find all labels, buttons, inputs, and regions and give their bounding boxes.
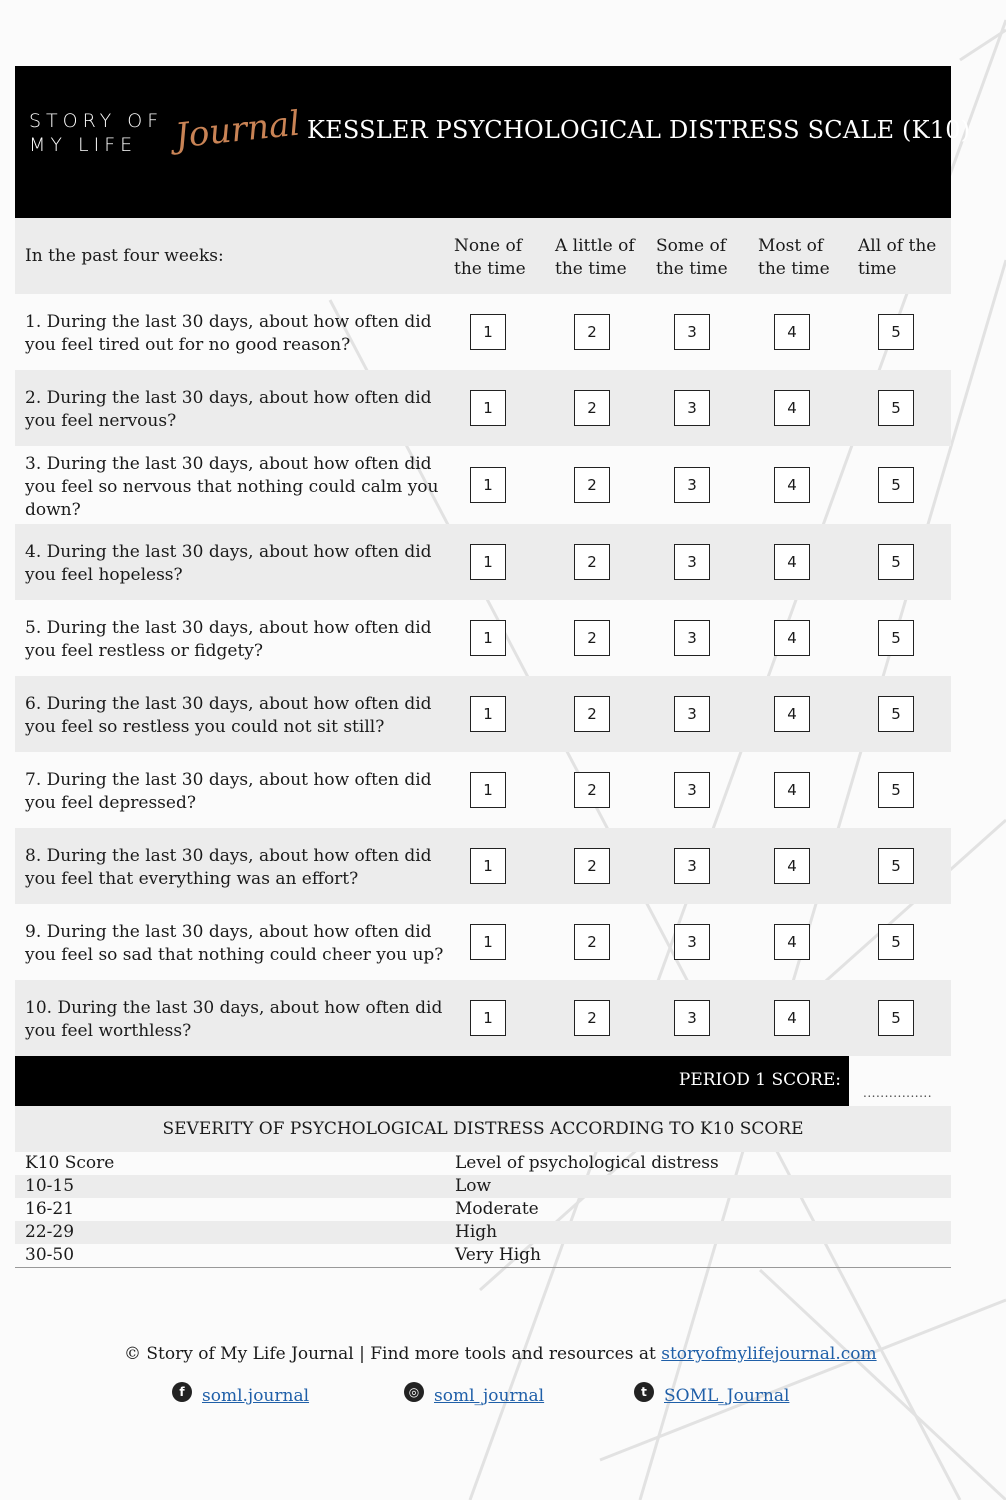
answer-box[interactable]: 5 xyxy=(878,620,914,656)
answer-box[interactable]: 1 xyxy=(470,772,506,808)
answer-box[interactable]: 5 xyxy=(878,467,914,503)
answer-box[interactable]: 3 xyxy=(674,390,710,426)
footer-text: © Story of My Life Journal | Find more tools and resources at xyxy=(124,1344,662,1364)
severity-row xyxy=(15,1198,951,1221)
answer-box[interactable]: 3 xyxy=(674,696,710,732)
severity-score: 22-29 xyxy=(25,1222,75,1242)
instagram-link[interactable]: soml_journal xyxy=(434,1386,545,1406)
answer-box[interactable]: 5 xyxy=(878,390,914,426)
answer-box[interactable]: 5 xyxy=(878,924,914,960)
answer-box[interactable]: 3 xyxy=(674,314,710,350)
answer-box[interactable]: 4 xyxy=(774,544,810,580)
logo-script: Journal xyxy=(173,103,303,157)
instagram-link-group xyxy=(404,1386,544,1406)
answer-box[interactable]: 5 xyxy=(878,544,914,580)
k10-sheet xyxy=(15,66,971,1268)
answer-box[interactable]: 3 xyxy=(674,772,710,808)
answer-box[interactable]: 4 xyxy=(774,1000,810,1036)
answer-box[interactable]: 2 xyxy=(574,696,610,732)
answer-box[interactable]: 2 xyxy=(574,620,610,656)
question-text: 5. During the last 30 days, about how often did you feel restless or fidgety? xyxy=(25,618,432,661)
answer-box[interactable]: 1 xyxy=(470,1000,506,1036)
severity-score: 10-15 xyxy=(25,1176,75,1196)
answer-box[interactable]: 1 xyxy=(470,544,506,580)
answer-box[interactable]: 1 xyxy=(470,620,506,656)
facebook-icon[interactable]: f xyxy=(172,1382,192,1402)
question-text: 8. During the last 30 days, about how often did you feel that everything was an effort? xyxy=(25,846,432,889)
severity-col-level: Level of psychological distress xyxy=(455,1153,719,1173)
question-text: 1. During the last 30 days, about how often did you feel tired out for no good reason? xyxy=(25,312,432,355)
question-row xyxy=(15,828,951,904)
answer-box[interactable]: 4 xyxy=(774,772,810,808)
answer-box[interactable]: 1 xyxy=(470,390,506,426)
answer-box[interactable]: 2 xyxy=(574,924,610,960)
answer-box[interactable]: 5 xyxy=(878,1000,914,1036)
option-none: None of the time xyxy=(454,236,526,279)
footer-credit xyxy=(124,1344,877,1364)
answer-box[interactable]: 4 xyxy=(774,314,810,350)
website-link[interactable]: storyofmylifejournal.com xyxy=(661,1344,877,1364)
severity-level: High xyxy=(455,1222,498,1242)
question-row xyxy=(15,752,951,828)
answer-box[interactable]: 2 xyxy=(574,772,610,808)
table-prompt: In the past four weeks: xyxy=(25,246,224,266)
page-title: KESSLER PSYCHOLOGICAL DISTRESS SCALE (K10) xyxy=(307,116,971,144)
severity-row xyxy=(15,1221,951,1244)
score-bar xyxy=(15,1056,951,1106)
answer-box[interactable]: 2 xyxy=(574,544,610,580)
answer-box[interactable]: 4 xyxy=(774,467,810,503)
answer-box[interactable]: 5 xyxy=(878,848,914,884)
answer-box[interactable]: 4 xyxy=(774,390,810,426)
severity-title: SEVERITY OF PSYCHOLOGICAL DISTRESS ACCORDING TO K10 SCORE xyxy=(15,1106,951,1152)
severity-level: Low xyxy=(455,1176,492,1196)
divider xyxy=(15,1267,951,1268)
question-text: 6. During the last 30 days, about how often did you feel so restless you could not sit still? xyxy=(25,694,432,737)
answer-box[interactable]: 3 xyxy=(674,467,710,503)
option-little: A little of the time xyxy=(555,236,635,279)
answer-box[interactable]: 5 xyxy=(878,314,914,350)
answer-box[interactable]: 1 xyxy=(470,924,506,960)
question-row xyxy=(15,904,951,980)
answer-box[interactable]: 3 xyxy=(674,1000,710,1036)
severity-score: 30-50 xyxy=(25,1245,75,1265)
answer-box[interactable]: 1 xyxy=(470,467,506,503)
instagram-icon[interactable]: ◎ xyxy=(404,1382,424,1402)
question-row xyxy=(15,524,951,600)
logo-line-1: STORY OF xyxy=(29,110,164,132)
answer-box[interactable]: 5 xyxy=(878,696,914,732)
question-text: 9. During the last 30 days, about how often did you feel so sad that nothing could cheer you up? xyxy=(25,922,444,965)
severity-header xyxy=(15,1152,951,1175)
answer-box[interactable]: 5 xyxy=(878,772,914,808)
answer-box[interactable]: 1 xyxy=(470,696,506,732)
score-field[interactable]: ................ xyxy=(863,1086,933,1100)
answer-box[interactable]: 4 xyxy=(774,848,810,884)
answer-box[interactable]: 2 xyxy=(574,314,610,350)
facebook-link-group xyxy=(172,1386,309,1406)
header-banner xyxy=(15,66,971,218)
severity-level: Moderate xyxy=(455,1199,539,1219)
question-rows xyxy=(15,294,951,1056)
option-some: Some of the time xyxy=(656,236,728,279)
severity-level: Very High xyxy=(455,1245,542,1265)
question-text: 2. During the last 30 days, about how often did you feel nervous? xyxy=(25,388,432,431)
brand-logo xyxy=(29,103,303,176)
twitter-link[interactable]: SOML_Journal xyxy=(664,1386,790,1406)
answer-box[interactable]: 2 xyxy=(574,1000,610,1036)
twitter-link-group xyxy=(634,1386,789,1406)
answer-box[interactable]: 3 xyxy=(674,924,710,960)
answer-box[interactable]: 4 xyxy=(774,620,810,656)
question-row xyxy=(15,980,951,1056)
table-header xyxy=(15,218,951,294)
answer-box[interactable]: 1 xyxy=(470,848,506,884)
question-text: 4. During the last 30 days, about how often did you feel hopeless? xyxy=(25,542,432,585)
score-label: PERIOD 1 SCORE: xyxy=(678,1070,841,1090)
facebook-link[interactable]: soml.journal xyxy=(202,1386,310,1406)
answer-box[interactable]: 1 xyxy=(470,314,506,350)
question-row xyxy=(15,676,951,752)
answer-box[interactable]: 4 xyxy=(774,696,810,732)
question-row xyxy=(15,370,951,446)
twitter-icon[interactable]: t xyxy=(634,1382,654,1402)
answer-box[interactable]: 3 xyxy=(674,848,710,884)
question-text: 10. During the last 30 days, about how often did you feel worthless? xyxy=(25,998,443,1041)
option-all: All of the time xyxy=(858,236,937,279)
question-row xyxy=(15,600,951,676)
answer-box[interactable]: 3 xyxy=(674,544,710,580)
question-row xyxy=(15,446,951,524)
question-text: 7. During the last 30 days, about how often did you feel depressed? xyxy=(25,770,432,813)
answer-box[interactable]: 4 xyxy=(774,924,810,960)
severity-row xyxy=(15,1175,951,1198)
severity-col-score: K10 Score xyxy=(25,1153,115,1173)
answer-box[interactable]: 2 xyxy=(574,848,610,884)
option-most: Most of the time xyxy=(758,236,830,279)
answer-box[interactable]: 2 xyxy=(574,390,610,426)
severity-score: 16-21 xyxy=(25,1199,75,1219)
answer-box[interactable]: 2 xyxy=(574,467,610,503)
answer-box[interactable]: 3 xyxy=(674,620,710,656)
question-text: 3. During the last 30 days, about how often did you feel so nervous that nothing could calm you down? xyxy=(25,454,439,520)
severity-row xyxy=(15,1244,951,1267)
question-row xyxy=(15,294,951,370)
logo-line-2: MY LIFE xyxy=(29,134,138,156)
